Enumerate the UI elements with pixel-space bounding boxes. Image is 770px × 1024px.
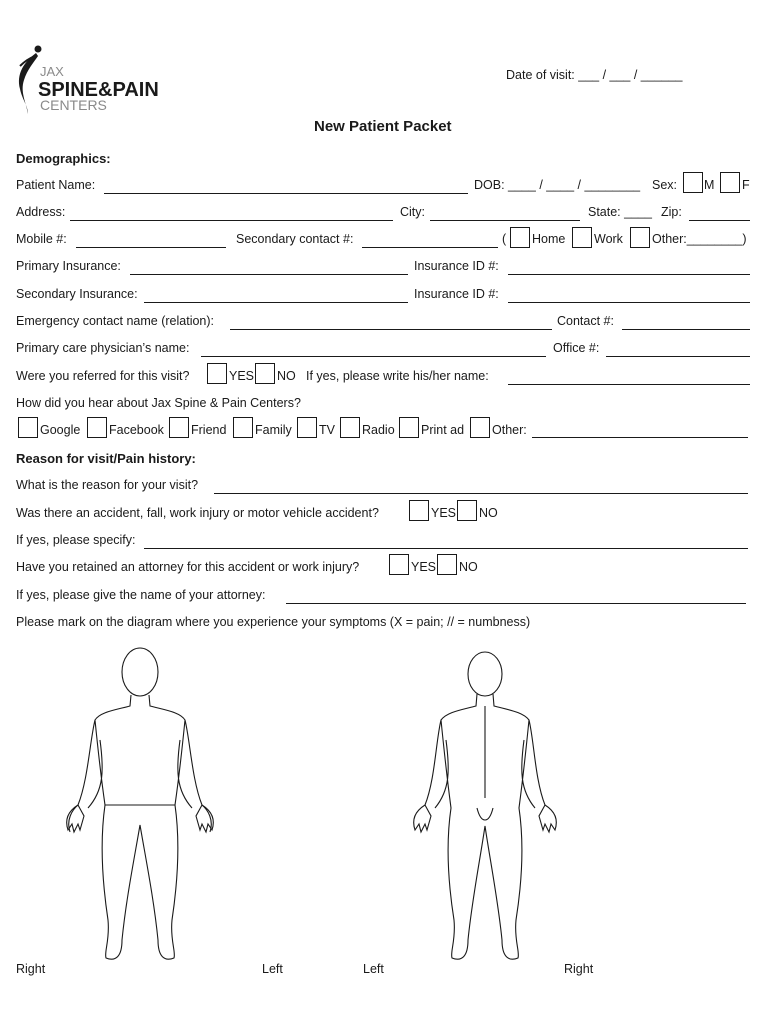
primary-insurance-field[interactable] — [130, 274, 408, 275]
referred-no-checkbox[interactable] — [255, 363, 275, 384]
emergency-contact-field[interactable] — [230, 329, 552, 330]
attorney-yes-label: YES — [411, 560, 437, 574]
source-friend-label: Friend — [191, 423, 227, 437]
back-left-label: Left — [363, 962, 384, 976]
source-print-ad-label: Print ad — [421, 423, 465, 437]
insurance-id-2-field[interactable] — [508, 302, 750, 303]
back-head — [468, 652, 502, 696]
primary-care-field[interactable] — [201, 356, 546, 357]
source-friend-checkbox[interactable] — [169, 417, 189, 438]
address-field[interactable] — [70, 220, 393, 221]
dob-field[interactable]: DOB: ____ / ____ / ________ — [474, 178, 641, 192]
source-google-label: Google — [40, 423, 81, 437]
home-checkbox[interactable] — [510, 227, 530, 248]
clinic-logo — [14, 44, 164, 119]
accident-no-checkbox[interactable] — [457, 500, 477, 521]
logo-figure-body — [19, 53, 38, 114]
sex-m-label: M — [704, 178, 715, 192]
front-head — [122, 648, 158, 696]
logo-text-jax: JAX — [40, 64, 64, 79]
sex-f-checkbox[interactable] — [720, 172, 740, 193]
zip-label: Zip: — [661, 205, 682, 219]
logo-figure-head — [35, 46, 42, 53]
contact-number-label: Contact #: — [557, 314, 614, 328]
paren-open: ( — [502, 232, 507, 246]
mobile-label: Mobile #: — [16, 232, 67, 246]
source-facebook-label: Facebook — [109, 423, 164, 437]
source-other-label: Other: — [492, 423, 527, 437]
visit-reason-label: What is the reason for your visit? — [16, 478, 199, 492]
attorney-label: Have you retained an attorney for this accident or work injury? — [16, 560, 360, 574]
source-facebook-checkbox[interactable] — [87, 417, 107, 438]
secondary-contact-label: Secondary contact #: — [236, 232, 354, 246]
secondary-contact-field[interactable] — [362, 247, 498, 248]
state-field[interactable]: State: ____ — [588, 205, 652, 219]
primary-care-label: Primary care physician’s name: — [16, 341, 190, 355]
sex-f-label: F — [742, 178, 750, 192]
zip-field[interactable] — [689, 220, 750, 221]
patient-name-field[interactable] — [104, 193, 468, 194]
back-hand-right — [539, 805, 556, 832]
attorney-yes-checkbox[interactable] — [389, 554, 409, 575]
sex-label: Sex: — [652, 178, 678, 192]
primary-insurance-label: Primary Insurance: — [16, 259, 121, 273]
specify-field[interactable] — [144, 548, 748, 549]
work-label: Work — [594, 232, 623, 246]
accident-no-label: NO — [479, 506, 498, 520]
work-checkbox[interactable] — [572, 227, 592, 248]
referred-yes-checkbox[interactable] — [207, 363, 227, 384]
front-body-outline — [69, 695, 212, 959]
specify-label: If yes, please specify: — [16, 533, 136, 547]
city-field[interactable] — [430, 220, 580, 221]
office-number-label: Office #: — [553, 341, 600, 355]
reason-heading: Reason for visit/Pain history: — [16, 451, 196, 466]
source-other-checkbox[interactable] — [470, 417, 490, 438]
accident-label: Was there an accident, fall, work injury or motor vehicle accident? — [16, 506, 379, 520]
hear-about-label: How did you hear about Jax Spine & Pain Centers? — [16, 396, 301, 410]
source-other-field[interactable] — [532, 437, 748, 438]
attorney-no-checkbox[interactable] — [437, 554, 457, 575]
source-print-ad-checkbox[interactable] — [399, 417, 419, 438]
other-checkbox[interactable] — [630, 227, 650, 248]
accident-yes-checkbox[interactable] — [409, 500, 429, 521]
source-family-checkbox[interactable] — [233, 417, 253, 438]
attorney-no-label: NO — [459, 560, 478, 574]
source-family-label: Family — [255, 423, 292, 437]
visit-reason-field[interactable] — [214, 493, 748, 494]
insurance-id-2-label: Insurance ID #: — [414, 287, 499, 301]
demographics-heading: Demographics: — [16, 151, 111, 166]
referred-yes-label: YES — [229, 369, 255, 383]
sex-m-checkbox[interactable] — [683, 172, 703, 193]
source-tv-checkbox[interactable] — [297, 417, 317, 438]
source-radio-label: Radio — [362, 423, 395, 437]
secondary-insurance-field[interactable] — [144, 302, 408, 303]
accident-yes-label: YES — [431, 506, 457, 520]
source-google-checkbox[interactable] — [18, 417, 38, 438]
page-title: New Patient Packet — [314, 118, 452, 135]
back-right-label: Right — [564, 962, 594, 976]
body-diagram-front[interactable] — [60, 640, 220, 970]
city-label: City: — [400, 205, 425, 219]
referred-no-label: NO — [277, 369, 296, 383]
emergency-contact-label: Emergency contact name (relation): — [16, 314, 215, 328]
other-phone-field[interactable]: Other:________) — [652, 232, 747, 246]
attorney-name-label: If yes, please give the name of your attorney: — [16, 588, 266, 602]
referred-label: Were you referred for this visit? — [16, 369, 190, 383]
office-number-field[interactable] — [606, 356, 750, 357]
source-tv-label: TV — [319, 423, 335, 437]
source-radio-checkbox[interactable] — [340, 417, 360, 438]
address-label: Address: — [16, 205, 66, 219]
logo-text-centers: CENTERS — [40, 97, 107, 113]
home-label: Home — [532, 232, 566, 246]
logo-text-spine-pain: SPINE&PAIN — [38, 79, 159, 101]
mobile-field[interactable] — [76, 247, 226, 248]
back-body-outline — [425, 694, 545, 959]
diagram-instructions: Please mark on the diagram where you experience your symptoms (X = pain; // = numbness) — [16, 615, 531, 629]
patient-name-label: Patient Name: — [16, 178, 96, 192]
front-right-label: Right — [16, 962, 46, 976]
referred-name-label: If yes, please write his/her name: — [306, 369, 489, 383]
secondary-insurance-label: Secondary Insurance: — [16, 287, 138, 301]
contact-number-field[interactable] — [622, 329, 750, 330]
front-left-label: Left — [262, 962, 283, 976]
back-hand-left — [414, 805, 431, 832]
body-diagram-back[interactable] — [405, 648, 565, 970]
insurance-id-1-label: Insurance ID #: — [414, 259, 499, 273]
attorney-name-field[interactable] — [286, 603, 746, 604]
insurance-id-1-field[interactable] — [508, 274, 750, 275]
date-of-visit[interactable]: Date of visit: ___ / ___ / ______ — [506, 68, 683, 82]
referred-name-field[interactable] — [508, 384, 750, 385]
